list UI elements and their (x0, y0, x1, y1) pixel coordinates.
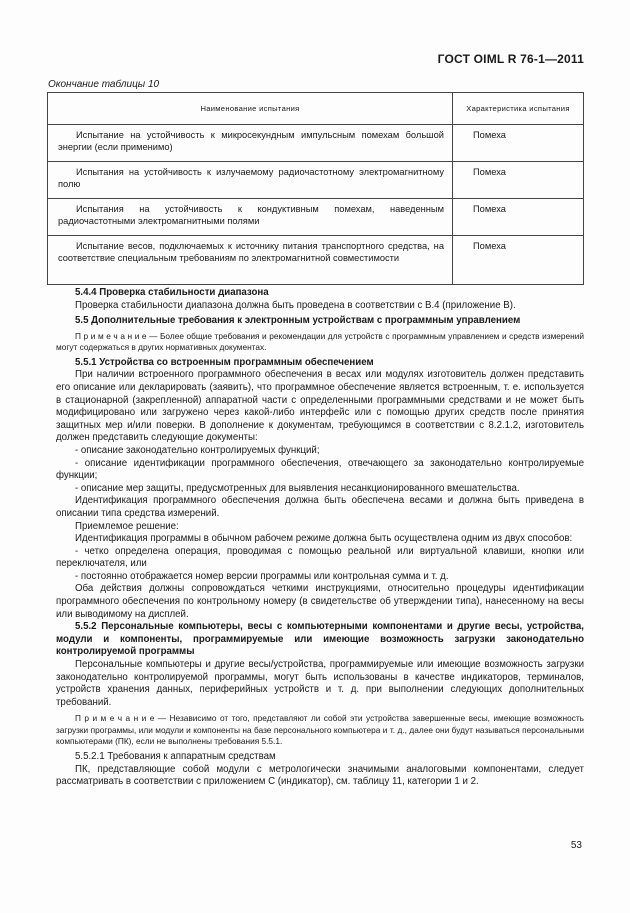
table-header-row (48, 93, 584, 125)
test-name-cell (48, 236, 453, 285)
table-row (48, 125, 584, 162)
list-item: - описание законодательно контролируемых функций; (75, 444, 320, 456)
section-heading-5-5-2: 5.5.2 Персональные компьютеры, весы с компьютерными компонентами и другие весы, устройства, модули и компоненты, программируемые или имеющие возможность загрузки законодательно контролируемой программы (56, 621, 584, 658)
list-item: - описание мер защиты, предусмотренных для выявления несанкционированного вмешательства. (75, 482, 520, 494)
page-number: 53 (570, 840, 582, 851)
note-text: — Более общие требования и рекомендации для устройств с программным управлением и средств измерений могут содержаться в других нормативных документах. (56, 330, 584, 353)
test-characteristic-cell: Помеха (453, 199, 584, 236)
test-characteristic-cell: Помеха (453, 125, 584, 162)
section-heading-5-5-2-1: 5.5.2.1 Требования к аппаратным средствам (75, 750, 276, 762)
table-row (48, 199, 584, 236)
table-caption: Окончание таблицы 10 (48, 79, 160, 90)
test-name-cell (48, 199, 453, 236)
list-item: - четко определена операция, проводимая с помощью реальной или виртуальной клавиши, кнопки или переключателя, или (56, 545, 584, 570)
paragraph: ПК, представляющие собой модули с метрологически значимыми аналоговыми компонентами, следует рассматривать в соответствии с приложением С (индикатор), см. таблицу 11, категории 1 и 2. (56, 763, 584, 788)
note-2 (56, 713, 584, 748)
test-characteristic-cell: Помеха (453, 162, 584, 199)
paragraph: Идентификация программы в обычном рабочем режиме должна быть осуществлена одним из двух способов: (75, 533, 573, 545)
column-header-test-name: Наименование испытания (48, 93, 453, 125)
table-10 (47, 92, 584, 285)
note-text: — Независимо от того, представляют ли собой эти устройства завершенные весы, имеющие возможность загрузки программы, или модули и компоненты на базе персонального компьютера и т. д., далее они будут называться персональными компьютерами (ПК), если не выполнены требования 5.5.1. (56, 713, 584, 747)
section-heading-5-5-1: 5.5.1 Устройства со встроенным программным обеспечением (75, 356, 374, 368)
test-name-cell (48, 162, 453, 199)
column-header-test-characteristic: Характеристика испытания (453, 93, 584, 125)
test-name: Испытания на устойчивость к излучаемому радиочастотному электромагнитному полю (58, 167, 444, 189)
list-item: - постоянно отображается номер версии программы или контрольная сумма и т. д. (75, 570, 449, 582)
paragraph: Идентификация программного обеспечения должна быть обеспечена весами и должна быть приведена в описании типа средства измерений. (56, 495, 584, 519)
list-item: - описание идентификации программного обеспечения, отвечающего за законодательно контролируемые функции; (56, 457, 584, 482)
test-name: Испытания на устойчивость к кондуктивным помехам, наведенным радиочастотными электромагнитными полями (58, 204, 444, 226)
table-row (48, 236, 584, 285)
test-name: Испытание весов, подключаемых к источнику питания транспортного средства, на соответствие специальным требованиям по электромагнитной совместимости (58, 241, 444, 263)
paragraph: Приемлемое решение: (75, 520, 179, 532)
table-row (48, 162, 584, 199)
note-label: П р и м е ч а н и е (75, 713, 155, 724)
section-heading-5-4-4: 5.4.4 Проверка стабильности диапазона (75, 287, 269, 298)
paragraph: Персональные компьютеры и другие весы/устройства, программируемые или имеющие возможность загрузки законодательно контролируемой программы, могут быть использованы в качестве индикаторов, терминалов, устройств хранения данных, периферийных устройств и т. д. при выполнении следующих дополнительных требований. (56, 659, 584, 708)
note-1 (56, 331, 584, 354)
paragraph: Проверка стабильности диапазона должна быть проведена в соответствии с В.4 (приложение В). (75, 299, 516, 311)
test-characteristic-cell: Помеха (453, 236, 584, 285)
document-code: ГОСТ OIML R 76-1—2011 (437, 52, 584, 66)
section-heading-5-5: 5.5 Дополнительные требования к электронным устройствам с программным управлением (75, 315, 521, 327)
paragraph: Оба действия должны сопровождаться четкими инструкциями, относительно процедуры идентификации программного обеспечения по контрольному номеру (в свидетельстве об утверждении типа), нанесенному на весы или выводимому на дисплей. (56, 583, 584, 620)
paragraph: При наличии встроенного программного обеспечения в весах или модулях изготовитель должен представить его описание или декларировать (заявить), что программное обеспечение является встроенным, т. е. используется в стационарной (закрепленной) аппаратной части с определенными программными средствами и не может быть модифицировано или загружено через какой-либо интерфейс или с помощью других средств после принятия защитных мер и/или поверки. В дополнение к документам, требующимся в соответствии с 8.2.1.2, изготовитель должен представить следующие документы: (56, 369, 584, 444)
test-name: Испытание на устойчивость к микросекундным импульсным помехам большой энергии (если применимо) (58, 130, 444, 152)
document-body (56, 287, 584, 789)
note-label: П р и м е ч а н и е (75, 330, 147, 341)
test-name-cell (48, 125, 453, 162)
